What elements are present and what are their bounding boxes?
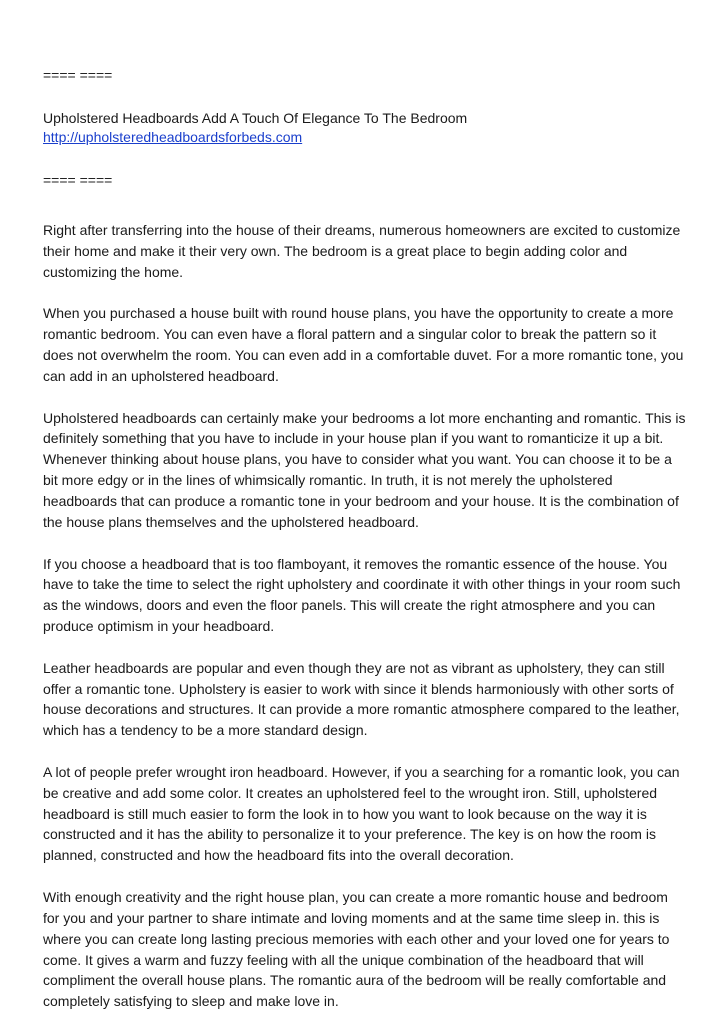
paragraph: Upholstered headboards can certainly make your bedrooms a lot more enchanting and romantic. This is definitely something that you have to include in your house plan if you want to romanticize it up a bit. Whenever thinking about house plans, you have to consider what you want. You can choose it to be a bit more edgy or in the lines of whimsically romantic. In truth, it is not merely the upholstered headboards that can produce a romantic tone in your bedroom and your house. It is the combination of the house plans themselves and the upholstered headboard. xyxy=(43,409,686,530)
separator-top: ==== ==== xyxy=(43,67,113,83)
paragraph: Right after transferring into the house of their dreams, numerous homeowners are excited to customize their home and make it their very own. The bedroom is a great place to begin adding color and customizing the home. xyxy=(43,222,681,280)
article-body xyxy=(43,220,688,1012)
separator-bottom: ==== ==== xyxy=(43,172,113,188)
paragraph: A lot of people prefer wrought iron headboard. However, if you a searching for a romantic look, you can be creative and add some color. It creates an upholstered feel to the wrought iron. Still, upholstered headboard is still much easier to form the look in to how you want to look because on the way it is constructed and it has the ability to personalize it to your preference. The key is on how the room is planned, constructed and how the headboard fits into the overall decoration. xyxy=(43,763,680,864)
paragraph: If you choose a headboard that is too flamboyant, it removes the romantic essence of the house. You have to take the time to select the right upholstery and coordinate it with other things in your room such as the windows, doors and even the floor panels. This will create the right atmosphere and you can produce optimism in your headboard. xyxy=(43,555,681,635)
article-title: Upholstered Headboards Add A Touch Of Elegance To The Bedroom xyxy=(43,110,468,126)
source-link[interactable]: http://upholsteredheadboardsforbeds.com xyxy=(43,129,303,145)
paragraph: Leather headboards are popular and even though they are not as vibrant as upholstery, they can still offer a romantic tone. Upholstery is easier to work with since it blends harmoniously with other sorts of house decorations and structures. It can provide a more romantic atmosphere compared to the leather, which has a tendency to be a more standard design. xyxy=(43,659,680,739)
paragraph: With enough creativity and the right house plan, you can create a more romantic house and bedroom for you and your partner to share intimate and loving moments and at the same time sleep in. this is where you can create long lasting precious memories with each other and your loved one for years to come. It gives a warm and fuzzy feeling with all the unique combination of the headboard that will compliment the overall house plans. The romantic aura of the bedroom will be really comfortable and completely satisfying to sleep and make love in. xyxy=(43,889,670,1010)
paragraph: When you purchased a house built with round house plans, you have the opportunity to create a more romantic bedroom. You can even have a floral pattern and a singular color to break the pattern so it does not overwhelm the room. You can even add in a comfortable duvet. For a more romantic tone, you can add in an upholstered headboard. xyxy=(43,305,684,384)
